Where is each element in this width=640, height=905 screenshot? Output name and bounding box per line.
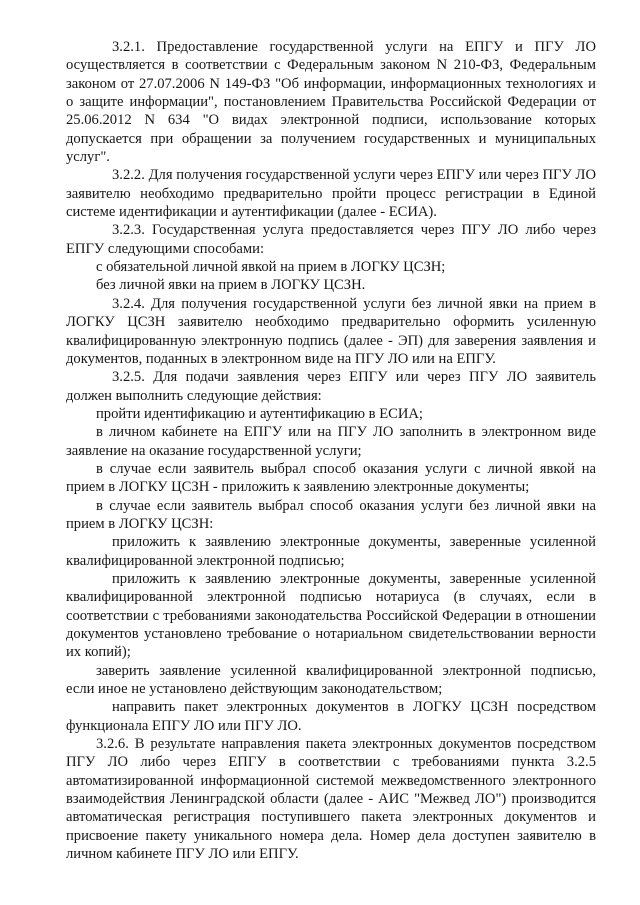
paragraph-3-2-3: 3.2.3. Государственная услуга предоставляется через ПГУ ЛО либо через ЕПГУ следующими способами: <box>66 222 596 257</box>
list-item-fill-form: в личном кабинете на ЕПГУ или на ПГУ ЛО заполнить в электронном виде заявление на оказание государственной услуги; <box>66 424 596 459</box>
list-item-with-visit: с обязательной личной явкой на прием в ЛОГКУ ЦСЗН; <box>96 259 446 276</box>
paragraph-3-2-4: 3.2.4. Для получения государственной услуги без личной явки на прием в ЛОГКУ ЦСЗН заявителю необходимо предварительно оформить усиленную квалифицированную электронную подпись (далее - ЭП) для заверения заявления и документов, поданных в электронном виде на ПГУ ЛО или на ЕПГУ. <box>66 295 596 367</box>
list-item-attach-notary: приложить к заявлению электронные документы, заверенные усиленной квалифицированной электронной подписью нотариуса (в случаях, если в соответствии с требованиями законодательства Российской Федерации в отношении документов установлено требование о нотариальном свидетельствовании верности их копий); <box>66 570 596 661</box>
paragraph-3-2-2: 3.2.2. Для получения государственной услуги через ЕПГУ или через ПГУ ЛО заявителю необходимо предварительно пройти процесс регистрации в Единой системе идентификации и аутентификации (далее - ЕСИА). <box>66 167 596 221</box>
paragraph-3-2-1: 3.2.1. Предоставление государственной услуги на ЕПГУ и ПГУ ЛО осуществляется в соответствии с Федеральным законом N 210-ФЗ, Федеральным законом от 27.07.2006 N 149-ФЗ "Об информации, информационных технологиях и о защите информации", постановлением Правительства Российской Федерации от 25.06.2012 N 634 "О видах электронной подписи, использование которых допускается при обращении за получением государственных и муниципальных услуг". <box>66 39 596 166</box>
list-item-without-visit: без личной явки на прием в ЛОГКУ ЦСЗН. <box>96 277 366 294</box>
list-item-without-visit-case: в случае если заявитель выбрал способ оказания услуги без личной явки на прием в ЛОГКУ ЦСЗН: <box>66 497 596 532</box>
list-item-attach-signed: приложить к заявлению электронные документы, заверенные усиленной квалифицированной электронной подписью; <box>66 534 596 569</box>
list-item-sign-application: заверить заявление усиленной квалифицированной электронной подписью, если иное не установлено действующим законодательством; <box>66 662 596 698</box>
document-text <box>66 38 596 863</box>
list-item-send-package: направить пакет электронных документов в ЛОГКУ ЦСЗН посредством функционала ЕПГУ ЛО или ПГУ ЛО. <box>66 699 596 734</box>
list-item-esia: пройти идентификацию и аутентификацию в ЕСИА; <box>96 405 423 422</box>
list-item-attach-docs: в случае если заявитель выбрал способ оказания услуги с личной явкой на прием в ЛОГКУ ЦСЗН - приложить к заявлению электронные документы; <box>66 460 596 496</box>
paragraph-3-2-5: 3.2.5. Для подачи заявления через ЕПГУ или через ПГУ ЛО заявитель должен выполнить следующие действия: <box>66 369 596 404</box>
paragraph-3-2-6: 3.2.6. В результате направления пакета электронных документов посредством ПГУ ЛО либо через ЕПГУ в соответствии с требованиями пункта 3.2.5 автоматизированной информационной системой межведомственного электронного взаимодействия Ленинградской области (далее - АИС "Межвед ЛО") производится автоматическая регистрация поступившего пакета электронных документов и присвоение пакету уникального номера дела. Номер дела доступен заявителю в личном кабинете ПГУ ЛО или ЕПГУ. <box>66 736 596 863</box>
